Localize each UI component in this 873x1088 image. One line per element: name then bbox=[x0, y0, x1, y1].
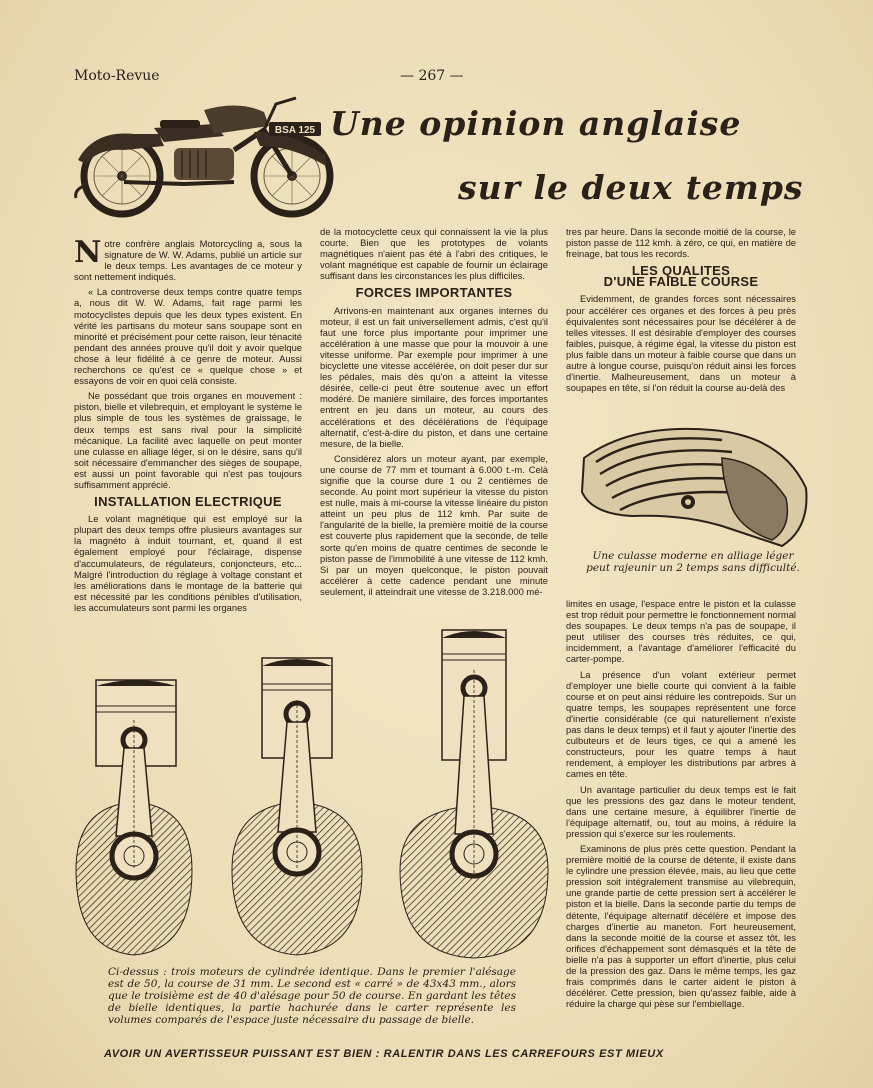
section-heading-line2: D'UNE FAIBLE COURSE bbox=[603, 274, 759, 290]
engine-3 bbox=[400, 630, 548, 958]
paragraph: Evidemment, de grandes forces sont nécessaires pour accélérer ces organes et des forces à peu près équivalentes sont nécessaires pour lse décélérer à de telles vitesses. Il est désirable d'employer des courses faibles, puisque, à régime égal, la vitesse du piston est plus faible dans un moteur à faible course que dans un autre à longue course, puisqu'on réduit ainsi les forces d'inertie. Malheureusement, dans un moteur à soupapes en tête, si l'on réduit la course au-delà des bbox=[566, 293, 796, 394]
paragraph: Ne possédant que trois organes en mouvement : piston, bielle et vilebrequin, et employant le système le plus simple de tous les systèmes de graissage, le deux temps est sans rival pour la simplicité mécanique. La facilité avec laquelle on peut monter une culasse en alliage léger, si on le désire, sans qu'il soit nécessaire d'emmancher des sièges de soupape, est aussi un point favorable qui n'est pas toujours suffisamment apprécié. bbox=[74, 390, 302, 490]
text-column-2 bbox=[320, 226, 548, 601]
section-heading: INSTALLATION ELECTRIQUE bbox=[94, 494, 282, 510]
engine-2 bbox=[232, 658, 362, 955]
paragraph: La présence d'un volant extérieur permet d'employer une bielle courte qui convient à la faible course et on peut ainsi réduire les contrepoids. Sur un quatre temps, les soupapes représentent une force d'inertie considérable (ce qui naturellement n'existe pas dans le deux temps) et il faut y ajouter l'inertie des culbuteurs et de leurs tiges, ce qui a amené les constructeurs, pour les quatre temps à haut rendement, à employer les distributions par arbres à cames en tête. bbox=[566, 668, 796, 780]
paragraph-text: otre confrère anglais Motorcycling a, sous la signature de W. W. Adams, publié un article sur le deux temps. Les avantages de ce moteur y sont nettement indiqués. bbox=[74, 238, 302, 283]
paragraph: Un avantage particulier du deux temps est le fait que les pressions des gaz dans le moteur tendent, dans une certaine mesure, à équilibrer l'inertie de l'équipage alternatif, ou, tout au moins, à réduire la pression qui s'exerce sur les roulements. bbox=[566, 783, 796, 839]
engines-caption: Ci-dessus : trois moteurs de cylindrée identique. Dans le premier l'alésage est de 50, la course de 31 mm. Le second est « carré » de 43x43 mm., alors que le troisième est de 40 d'alésage pour 50 de course. En gardant les têtes de bielle identiques, la partie hachurée dans le carter représente les volumes comparés de l'espace juste nécessaire du passage de bielle. bbox=[108, 966, 516, 1026]
engines-diagram bbox=[72, 620, 560, 965]
license-plate: BSA 125 bbox=[274, 125, 316, 136]
engine-1 bbox=[76, 680, 192, 955]
drop-cap: N bbox=[74, 235, 102, 270]
paragraph: Le volant magnétique qui est employé sur la plupart des deux temps offre plusieurs avantages sur la magnéto à induit tournant, et, quand il est également employé pour l'éclairage, dispense d'accumulateurs, de régulateurs, conjoncteurs, etc... Malgré l'introduction du réglage à voltage constant et les améliorations dans le montage de la batterie qui est nécessité par les conditions pénibles d'utilisation, les accumulateurs sont parmi les organes bbox=[74, 513, 302, 613]
text-column-3-bottom bbox=[566, 598, 796, 1013]
text-column-1 bbox=[74, 235, 302, 617]
text-column-3-top bbox=[566, 226, 796, 397]
article-title-line2: sur le deux temps bbox=[458, 168, 804, 207]
footer-slogan: AVOIR UN AVERTISSEUR PUISSANT EST BIEN : RALENTIR DANS LES CARREFOURS EST MIEUX bbox=[104, 1048, 664, 1060]
page-number: — 267 — bbox=[400, 68, 464, 84]
paragraph: de la motocyclette ceux qui connaissent la vie la plus courte. Bien que les prototypes de volants magnétiques n'aient pas été à l'abri des critiques, le volant magnétique est capable de fournir un éclairage suffisant dans les circonstances les plus difficiles. bbox=[320, 226, 548, 282]
magazine-name: Moto-Revue bbox=[74, 68, 160, 84]
paragraph: Arrivons-en maintenant aux organes internes du moteur, il est un fait universellement admis, c'est qu'il faut une force plus importante pour imprimer une accélération à une masse que pour la mouvoir à une vitesse uniforme. Par exemple pour imprimer à une bicyclette une vitesse accélérée, on doit peser dur sur les pédales, mais dès qu'on a atteint la vitesse désirée, celle-ci peut être soutenue avec un effort modéré. De manière similaire, des forces importantes entrent en jeu dans un moteur, au cours des accélérations et des décélérations de l'équipage alternatif, c'est-à-dire du piston, et dans une certaine mesure, de la bielle. bbox=[320, 304, 548, 449]
cylinder-head-illustration bbox=[572, 418, 812, 553]
paragraph: Examinons de plus près cette question. Pendant la première moitié de la course de détente, il existe dans le cylindre une pression élevée, mais, au lieu que cette pression soit intégralement transmise au vilebrequin, une grande partie de cette pression sert à accélérer le piston et la bielle. Dans la seconde partie du temps de détente, l'équipage alternatif décélère et impose des charges d'inertie au maneton. Fort heureusement, dans la seconde moitié de la course et assez tôt, les orifices d'échappement sont démasqués et la tête de bielle n'a pas à supporter un effort d'inertie, plus celui de la pression des gaz. Dans le même temps, les gaz frais comprimés dans le carter aident le piston à décélérer. Cette pression, bien qu'assez faible, aide à réduire la charge qui pèse sur l'embiellage. bbox=[566, 842, 796, 1010]
paragraph bbox=[74, 235, 302, 283]
section-heading: FORCES IMPORTANTES bbox=[355, 285, 513, 301]
motorcycle-illustration bbox=[64, 90, 344, 220]
cylinder-head-caption: Une culasse moderne en alliage léger peut rajeunir un 2 temps sans difficulté. bbox=[586, 550, 800, 574]
section-heading-line1: LES QUALITES bbox=[631, 263, 731, 279]
paragraph: tres par heure. Dans la seconde moitié de la course, le piston passe de 112 kmh. à zéro, ce qui, en matière de freinage, bat tous les records. bbox=[566, 226, 796, 260]
paragraph: limites en usage, l'espace entre le piston et la culasse est trop réduit pour permettre le fonctionnement normal des soupapes. Le deux temps n'a pas de soupape, il peut utiliser des courses très réduites, ce qui, incidemment, a l'avantage d'améliorer l'efficacité du carter-pompe. bbox=[566, 598, 796, 665]
paragraph: Considérez alors un moteur ayant, par exemple, une course de 77 mm et tournant à 6.000 t.-m. Celà signifie que la course dure 1 ou 2 centièmes de seconde. Au point mort supérieur la vitesse du piston est nulle, mais à mi-course la vitesse linéaire du piston atteint un peu plus de 112 kmh. Par suite de l'angularité de la bielle, la première moitié de la course est couverte plus rapidement que la seconde, de telle sorte qu'en moins de quatre centimes de seconde le piston passe de l'immobilité à une vitesse de 112 kmh. Si par un moyen quelconque, le piston pouvait accélérer à cette cadence pendant une minute seulement, il atteindrait une vitesse de 3.218.000 mé- bbox=[320, 452, 548, 597]
paragraph: « La controverse deux temps contre quatre temps a, nous dit W. W. Adams, fait rage parmi les motocyclistes depuis que les deux types existent. En vérité les partisans du moteur sans soupape sont en minorité et précisément pour cette raison, leur ténacité pendant des années prouve qu'il doit y avoir quelque chose à leur fidélité à ce genre de moteur. Aussi recherchons ce qu'est ce « quelque chose » et essayons de voir en quoi celà consiste. bbox=[74, 286, 302, 387]
article-title-line1: Une opinion anglaise bbox=[330, 104, 742, 143]
